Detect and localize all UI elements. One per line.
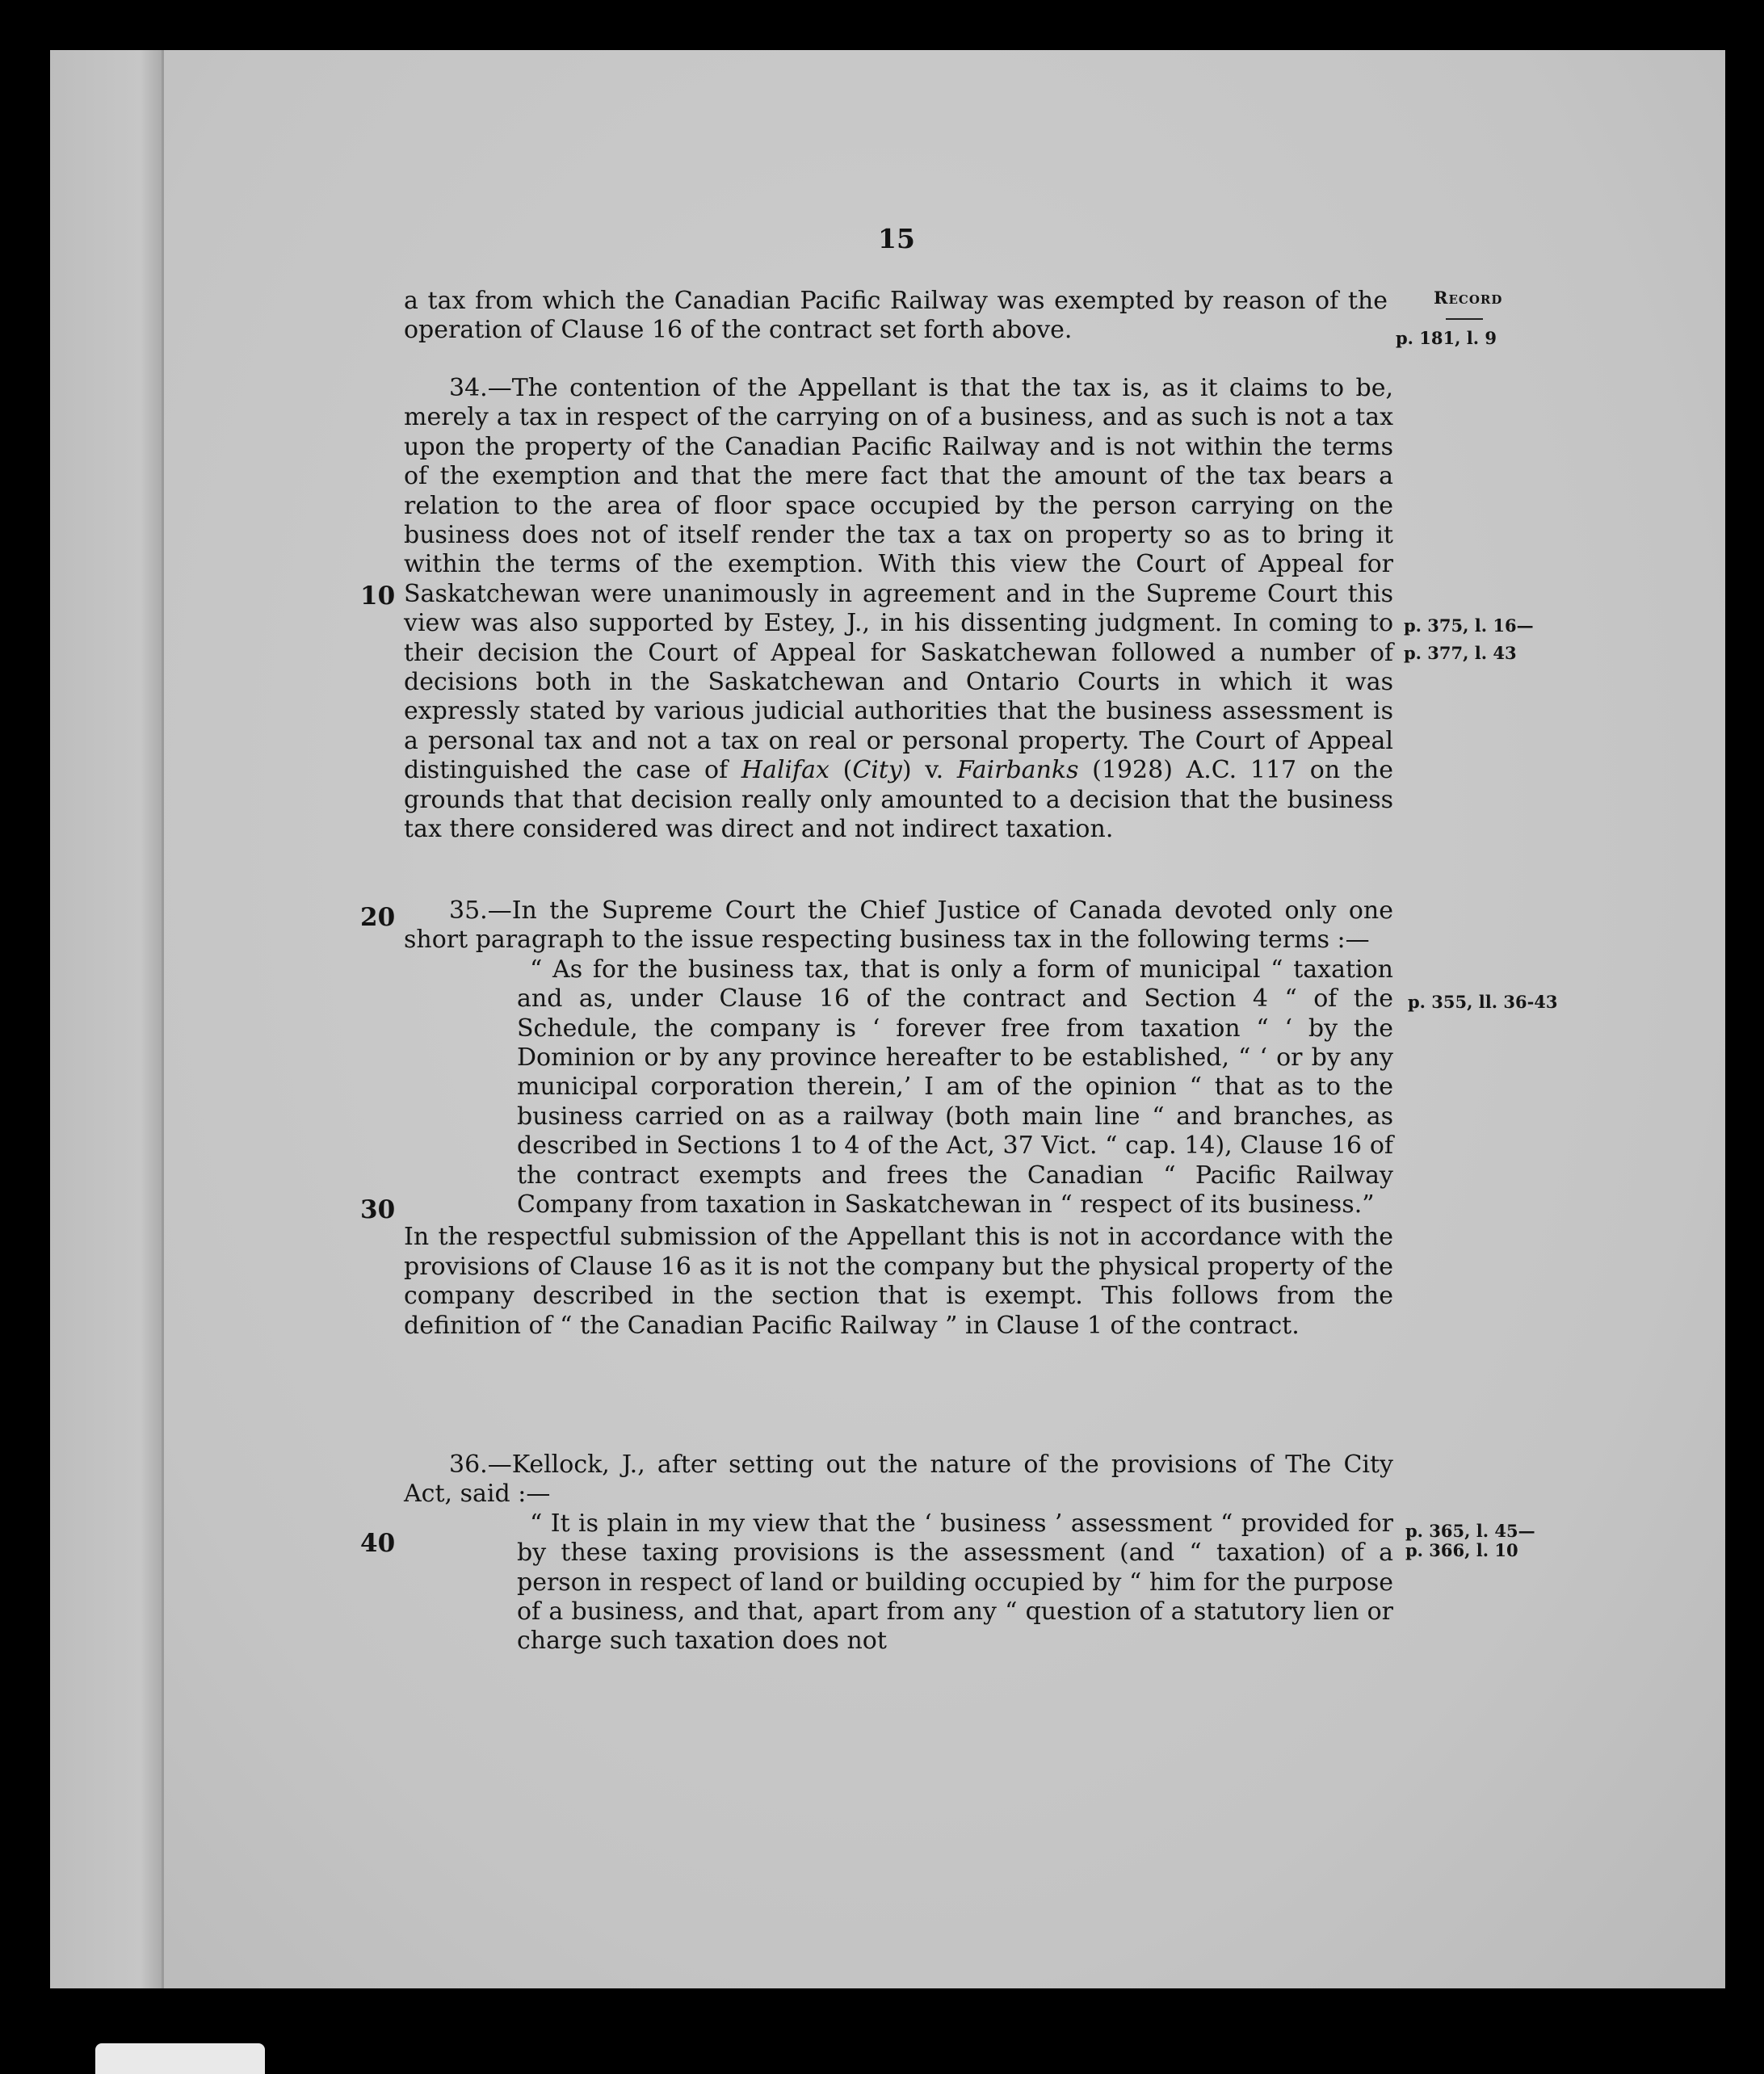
binding-strip xyxy=(50,50,163,1988)
margin-ref-181: p. 181, l. 9 xyxy=(1396,328,1497,348)
case-name-halifax: Halifax xyxy=(741,756,830,785)
paragraph-35-continued: In the respectful submission of the Appellant this is not in accordance with the provisions of Clause 16 as it is not the company but the physical property of the company described in the section that is exempt. This follows from the definition of “ the Canadian Pacific Railway ” in Clause 1 of the contract. xyxy=(404,1223,1393,1340)
paragraph-34-text: 34.—The contention of the Appellant is that the tax is, as it claims to be, merely a tax in respect of the carrying on of a business, and as such is not a tax upon the property of the Canadian Pacific Railway and is not within the terms of the exemption and that the mere fact that the amount of the tax bears a relation to the area of floor space occupied by the person carrying on the business does not of itself render the tax a tax on property so as to bring it within the terms of the exemption. With this view the Court of Appeal for Saskatchewan were unanimously in agreement and in the Supreme Court this view was also supported by Estey, J., in his dissenting judgment. In coming to their decision the Court of Appeal for Saskatchewan followed a number of decisions both in the Saskatchewan and Ontario Courts in which it was expressly stated by various judicial authorities that the business assessment is a personal tax and not a tax on real or personal property. The Court of Appeal distinguished the case of xyxy=(404,374,1393,785)
paragraph-36: 36.—Kellock, J., after setting out the nature of the provisions of The City Act, said :— xyxy=(404,1451,1393,1509)
paragraph-34-block xyxy=(404,374,1393,845)
margin-ref-375: p. 375, l. 16— xyxy=(1404,615,1534,636)
line-number-20: 20 xyxy=(360,903,396,932)
line-number-30: 30 xyxy=(360,1195,396,1224)
line-number-40: 40 xyxy=(360,1529,396,1558)
margin-ref-365: p. 365, l. 45— xyxy=(1405,1521,1535,1541)
margin-ref-355: p. 355, ll. 36-43 xyxy=(1408,992,1558,1012)
paragraph-intro: a tax from which the Canadian Pacific Railway was exempted by reason of the operation of Clause 16 of the contract set forth above. xyxy=(404,287,1388,345)
page-number: 15 xyxy=(878,223,915,254)
fold-line xyxy=(162,50,164,1988)
paragraph-34-text-end: (1928) A.C. 117 on the grounds that that decision really only amounted to a decision that the business tax there considered was direct and not indirect taxation. xyxy=(404,756,1393,844)
case-paren-close: ) v. xyxy=(901,756,944,785)
paragraph-34 xyxy=(404,374,1393,845)
margin-ref-366: p. 366, l. 10 xyxy=(1405,1540,1518,1560)
intro-paragraph xyxy=(404,287,1388,346)
case-paren-open: ( xyxy=(842,756,853,785)
case-name-fairbanks: Fairbanks xyxy=(956,756,1079,785)
record-rule xyxy=(1446,318,1483,320)
paragraph-35: 35.—In the Supreme Court the Chief Justice of Canada devoted only one short paragraph to the issue respecting business tax in the following terms :— xyxy=(404,896,1393,955)
margin-ref-377: p. 377, l. 43 xyxy=(1404,643,1517,663)
case-name-city: City xyxy=(852,756,902,785)
paragraph-35-block xyxy=(404,896,1393,1341)
quote-kellock: “ It is plain in my view that the ‘ business ’ assessment “ provided for by these taxing provisions is the assessment (and “ taxation) of a person in respect of land or building occupied by “ him for the purpose of a business, and that, apart from any “ question of a statutory lien or charge such taxation does not xyxy=(517,1509,1393,1656)
corner-tab xyxy=(95,2043,265,2074)
line-number-10: 10 xyxy=(360,581,396,611)
record-heading: Record xyxy=(1434,288,1503,308)
quote-chief-justice: “ As for the business tax, that is only a form of municipal “ taxation and as, under Clause 16 of the contract and Section 4 “ of the Schedule, the company is ‘ forever free from taxation “ ‘ by the Dominion or by any province hereafter to be established, “ ‘ or by any municipal corporation therein,’ I am of the opinion “ that as to the business carried on as a railway (both main line “ and branches, as described in Sections 1 to 4 of the Act, 37 Vict. “ cap. 14), Clause 16 of the contract exempts and frees the Canadian “ Pacific Railway Company from taxation in Saskatchewan in “ respect of its business.” xyxy=(517,955,1393,1220)
paragraph-36-block xyxy=(404,1451,1393,1656)
